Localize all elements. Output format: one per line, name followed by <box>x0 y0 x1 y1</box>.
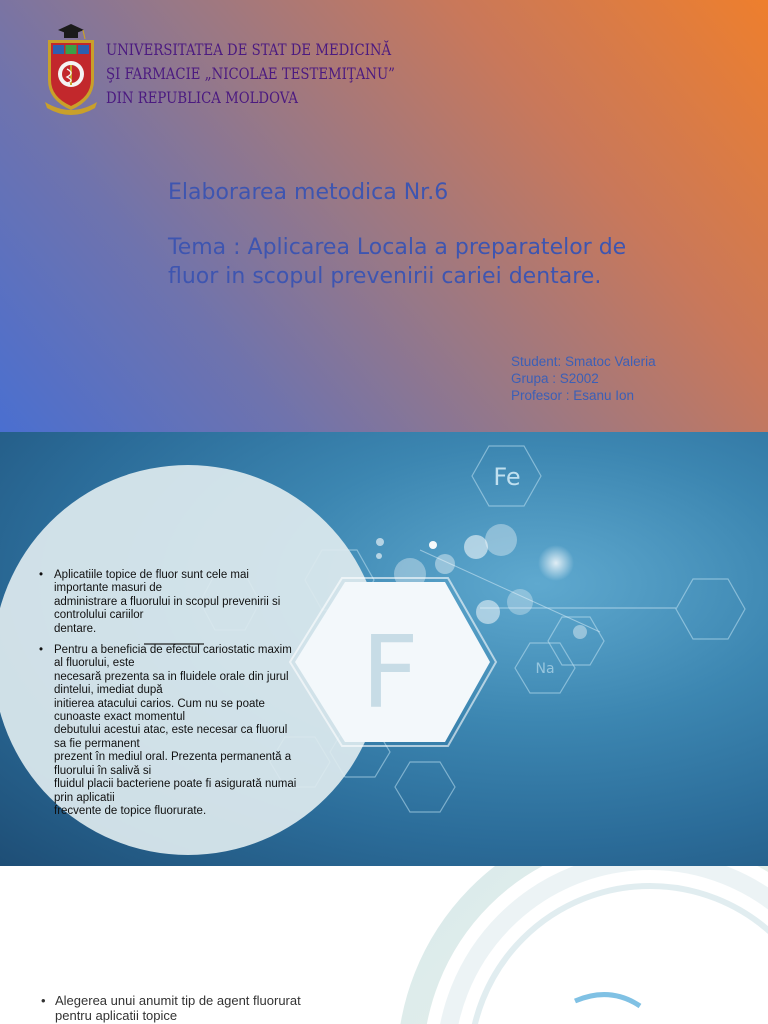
iron-symbol: Fe <box>493 463 521 491</box>
student-group: Grupa : S2002 <box>511 371 599 386</box>
university-crest-icon <box>42 22 100 116</box>
bullet-list <box>38 569 320 826</box>
content-slide-agent <box>0 866 768 1024</box>
topic-title-line1: Tema : Aplicarea Locala a preparatelor de <box>168 235 627 260</box>
bullet-list <box>40 993 360 1024</box>
slide-title: Elaborarea metodica Nr.6 <box>168 180 449 205</box>
sodium-symbol: Na <box>535 661 555 677</box>
content-slide-fluor <box>0 432 768 866</box>
university-name-line2: ŞI FARMACIE „NICOLAE TESTEMIŢANU” <box>106 64 395 83</box>
university-name-line1: UNIVERSITATEA DE STAT DE MEDICINĂ <box>106 40 392 59</box>
fluorine-symbol: F <box>361 614 419 731</box>
topic-title-line2: fluor in scopul prevenirii cariei dentare. <box>168 264 602 289</box>
university-name-line3: DIN REPUBLICA MOLDOVA <box>106 88 299 107</box>
student-name: Student: Smatoc Valeria <box>511 354 656 369</box>
bullet-item: • Pentru a beneficia de efectul cariostatic maxim al fluorului, este necesară prezenta sa in fluidele orale din jurul dintelui, imediat după initierea atacului carios. Cum nu se poate cunoaste exact momentul debutului acestui atac, este necesar ca fluorul sa fie permanent prezent în mediul oral. Prezenta permanentă a fluorului în salivă si fluidul placii bacteriene poate fi asigurată numai prin aplicatii frecvente de topice fluorurate. <box>38 644 320 818</box>
professor-name: Profesor : Esanu Ion <box>511 388 635 403</box>
title-slide <box>0 0 768 432</box>
bullet-item: • Alegerea unui anumit tip de agent fluorurat pentru aplicatii topice <box>40 993 360 1023</box>
bullet-item: • Aplicatiile topice de fluor sunt cele mai importante masuri de administrare a fluorului in scopul prevenirii si controlului cariilor dentare. <box>38 569 320 636</box>
